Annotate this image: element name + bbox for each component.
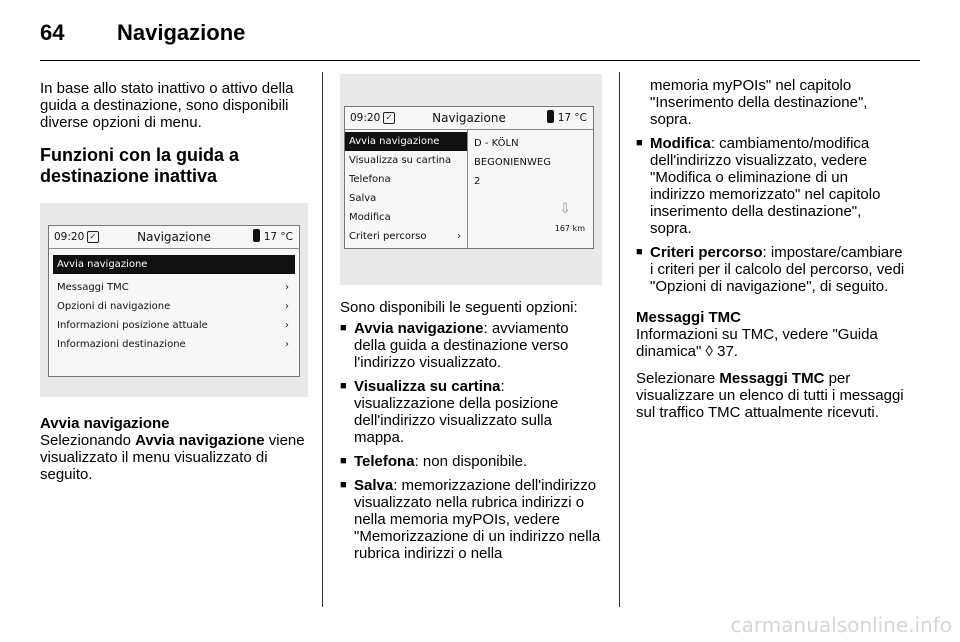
screen-body bbox=[345, 130, 593, 248]
tmc-paragraph: Selezionare Messaggi TMC per visualizzare un elenco di tutti i messaggi sul traffico TMC attualmente ricevuti. bbox=[636, 370, 904, 421]
navigation-icon: ✓ bbox=[87, 231, 99, 243]
options-list-continued bbox=[636, 135, 906, 295]
list-item: ■ Modifica: cambiamento/modifica dell'indirizzo visualizzato, vedere "Modifica o eliminazione di un indirizzo memorizzato" nel capitolo inserimento della destinazione", sopra. bbox=[636, 135, 906, 237]
screen-status-bar bbox=[345, 107, 593, 130]
sub-heading-messaggi-tmc: Messaggi TMC bbox=[636, 309, 742, 326]
chevron-right-icon: › bbox=[285, 282, 289, 293]
menu-item-telefona[interactable]: Telefona bbox=[349, 174, 391, 185]
nav-screen-2 bbox=[344, 106, 594, 249]
screen-status-bar bbox=[49, 226, 299, 249]
list-item: ■ Criteri percorso: impostare/cambiare i criteri per il calcolo del percorso, vedi "Opzioni di navigazione", di seguito. bbox=[636, 244, 906, 295]
column-divider-right bbox=[619, 72, 620, 607]
screen-temperature: 17 °C bbox=[547, 107, 587, 129]
screen-options-list bbox=[345, 130, 468, 248]
header-rule bbox=[40, 60, 920, 61]
sub-heading-avvia-navigazione: Avvia navigazione bbox=[40, 415, 170, 432]
chevron-right-icon: › bbox=[457, 231, 461, 242]
thermometer-icon bbox=[547, 110, 554, 123]
column-divider-left bbox=[322, 72, 323, 607]
options-list bbox=[340, 320, 602, 562]
list-item: ■ Salva: memorizzazione dell'indirizzo visualizzato nella rubrica indirizzi o nella memoria myPOIs, vedere "Memorizzazione di un indirizzo nella rubrica indirizzi o nella bbox=[340, 477, 602, 562]
screen-destination-info bbox=[468, 130, 593, 248]
list-item: ■ Avvia navigazione: avviamento della guida a destinazione verso l'indirizzo visualizzato. bbox=[340, 320, 602, 371]
menu-item-salva[interactable]: Salva bbox=[349, 193, 377, 204]
intro-paragraph: In base allo stato inattivo o attivo della guida a destinazione, sono disponibili diverse opzioni di menu. bbox=[40, 80, 294, 131]
screen-title: Navigazione bbox=[432, 111, 506, 125]
screen-menu bbox=[49, 249, 299, 376]
menu-item-modifica[interactable]: Modifica bbox=[349, 212, 391, 223]
nav-screen-1 bbox=[48, 225, 300, 377]
distance-value: 167 km bbox=[554, 224, 585, 233]
list-item: ■ Visualizza su cartina: visualizzazione della posizione dell'indirizzo visualizzato sulla mappa. bbox=[340, 378, 602, 446]
list-item: ■ Telefona: non disponibile. bbox=[340, 453, 602, 470]
menu-item-informazioni-destinazione[interactable]: Informazioni destinazione › bbox=[53, 335, 295, 354]
destination-street: BEGONIENWEG bbox=[474, 157, 551, 168]
screen-title: Navigazione bbox=[137, 230, 211, 244]
screenshot-main-menu bbox=[40, 203, 308, 397]
column-3 bbox=[636, 77, 906, 421]
chevron-right-icon: › bbox=[285, 339, 289, 350]
destination-number: 2 bbox=[474, 176, 481, 187]
arrow-down-icon: ⇩ bbox=[559, 201, 571, 217]
section-heading: Funzioni con la guida a destinazione inattiva bbox=[40, 145, 240, 186]
menu-item-opzioni-navigazione[interactable]: Opzioni di navigazione › bbox=[53, 297, 295, 316]
navigation-icon: ✓ bbox=[383, 112, 395, 124]
continuation-text: memoria myPOIs" nel capitolo "Inserimento della destinazione", sopra. bbox=[650, 77, 868, 128]
column-1 bbox=[40, 80, 308, 483]
menu-item-messaggi-tmc[interactable]: Messaggi TMC › bbox=[53, 278, 295, 297]
chevron-right-icon: › bbox=[285, 301, 289, 312]
destination-city: D - KÖLN bbox=[474, 138, 519, 149]
watermark: carmanualsonline.info bbox=[730, 613, 952, 637]
avvia-paragraph: Selezionando Avvia navigazione viene visualizzato il menu visualizzato di seguito. bbox=[40, 432, 305, 483]
menu-item-avvia-navigazione[interactable]: Avvia navigazione bbox=[345, 132, 467, 151]
options-intro: Sono disponibili le seguenti opzioni: bbox=[340, 299, 578, 316]
screen-temperature: 17 °C bbox=[253, 226, 293, 248]
menu-item-visualizza-cartina[interactable]: Visualizza su cartina bbox=[349, 155, 452, 166]
thermometer-icon bbox=[253, 229, 260, 242]
screen-time: 09:20 bbox=[54, 231, 85, 243]
tmc-info: Informazioni su TMC, vedere "Guida dinamica" ◊ 37. bbox=[636, 326, 878, 360]
screen-time: 09:20 bbox=[350, 112, 381, 124]
menu-item-avvia-navigazione[interactable]: Avvia navigazione bbox=[53, 255, 295, 274]
chevron-right-icon: › bbox=[285, 320, 289, 331]
page-title: Navigazione bbox=[117, 20, 246, 45]
screenshot-destination-menu bbox=[340, 74, 602, 285]
column-2 bbox=[340, 74, 602, 569]
page-number: 64 bbox=[40, 20, 65, 45]
menu-item-criteri-percorso[interactable]: Criteri percorso › bbox=[345, 227, 467, 246]
page-header bbox=[40, 20, 920, 60]
menu-item-informazioni-posizione[interactable]: Informazioni posizione attuale › bbox=[53, 316, 295, 335]
